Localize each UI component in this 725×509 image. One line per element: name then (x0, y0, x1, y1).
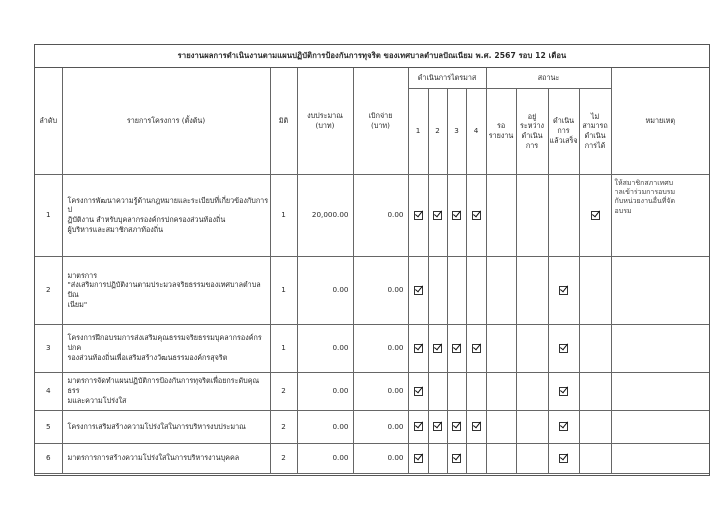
row-q1-cell (408, 372, 428, 410)
row-seq: 3 (35, 324, 62, 372)
row-seq: 2 (35, 256, 62, 324)
checkbox-checked-icon (559, 387, 568, 396)
row-status-notdone-cell (579, 372, 611, 410)
row-q3-cell (447, 410, 466, 443)
table-row (35, 372, 709, 410)
row-spent: 0.00 (353, 174, 408, 256)
header-quarters-group: ดำเนินการไตรมาส (408, 68, 486, 88)
row-status-notdone-cell (579, 256, 611, 324)
table-row (35, 410, 709, 443)
header-status-notdone-l1: ไม่ (590, 111, 600, 121)
row-status-progress-cell (516, 324, 548, 372)
row-status-done-cell (548, 324, 579, 372)
row-spent: 0.00 (353, 443, 408, 473)
row-seq: 1 (35, 174, 62, 256)
row-dimension: 2 (270, 443, 297, 473)
checkbox-checked-icon (414, 387, 423, 396)
row-status-progress-cell (516, 372, 548, 410)
header-q3: 3 (447, 88, 466, 174)
checkbox-checked-icon (414, 344, 423, 353)
row-remark (611, 256, 709, 324)
row-status-progress-cell (516, 256, 548, 324)
row-q1-cell (408, 410, 428, 443)
row-q2-cell (428, 174, 447, 256)
checkbox-checked-icon (433, 344, 442, 353)
row-budget: 0.00 (297, 410, 353, 443)
row-status-done-cell (548, 410, 579, 443)
row-dimension: 1 (270, 256, 297, 324)
header-spent (353, 68, 408, 174)
header-status-notdone-l3: ดำเนิน (584, 131, 606, 140)
header-status-notdone (579, 88, 611, 174)
row-status-wait-cell (486, 174, 516, 256)
checkbox-checked-icon (472, 211, 481, 220)
header-status-wait-l2: รายงาน (488, 131, 514, 140)
row-project-name: โครงการเสริมสร้างความโปร่งใสในการบริหารงบประมาณ (62, 410, 270, 443)
row-status-done-cell (548, 372, 579, 410)
row-seq: 4 (35, 372, 62, 410)
row-seq: 5 (35, 410, 62, 443)
report-title: รายงานผลการดำเนินงานตามแผนปฏิบัติการป้องกันการทุจริต ของเทศบาลตำบลปัณเนียม พ.ศ. 2567 รอบ 12 เดือน (35, 45, 709, 68)
row-q3-cell (447, 256, 466, 324)
row-status-done-cell (548, 174, 579, 256)
row-q1-cell (408, 443, 428, 473)
row-spent: 0.00 (353, 372, 408, 410)
row-dimension: 1 (270, 324, 297, 372)
header-status-wait-l1: รอ (496, 121, 506, 131)
row-project-name: โครงการฝึกอบรมการส่งเสริมคุณธรรมจริยธรรมบุคลากรองค์กรปกค รองส่วนท้องถิ่นเพื่อเสริมสร้างวัฒนธรรมองค์กรสุจริต (62, 324, 270, 372)
row-project-name: โครงการพัฒนาความรู้ด้านกฎหมายและระเบียบที่เกี่ยวข้องกับการป ฏิบัติงาน สำหรับบุคลากรองค์กรปกครองส่วนท้องถิ่น ผู้บริหารและสมาชิกสภาท้องถิ่น (62, 174, 270, 256)
checkbox-checked-icon (472, 422, 481, 431)
report-sheet (34, 44, 710, 476)
header-status-done-l1: ดำเนิน (553, 116, 575, 126)
row-q4-cell (466, 410, 486, 443)
row-q4-cell (466, 256, 486, 324)
table-row (35, 256, 709, 324)
row-dimension: 2 (270, 410, 297, 443)
header-spent-line1: เบิกจ่าย (368, 111, 393, 121)
row-remark (611, 443, 709, 473)
row-project-name: มาตรการจัดทำแผนปฏิบัติการป้องกันการทุจริตเพื่อยกระดับคุณธรร มและความโปร่งใส (62, 372, 270, 410)
checkbox-checked-icon (452, 454, 461, 463)
row-dimension: 2 (270, 372, 297, 410)
header-budget (297, 68, 353, 174)
checkbox-checked-icon (433, 211, 442, 220)
row-q3-cell (447, 324, 466, 372)
row-q4-cell (466, 324, 486, 372)
row-status-wait-cell (486, 372, 516, 410)
table-row (35, 443, 709, 473)
row-dimension: 1 (270, 174, 297, 256)
header-status-done-l2: การ (557, 126, 570, 136)
header-status-progress (516, 88, 548, 174)
checkbox-checked-icon (452, 211, 461, 220)
row-project-name: มาตรการ "ส่งเสริมการปฏิบัติงานตามประมวลจริยธรรมของเทศบาลตำบลปัณ เนียม" (62, 256, 270, 324)
table-row (35, 324, 709, 372)
row-q1-cell (408, 256, 428, 324)
row-q2-cell (428, 410, 447, 443)
checkbox-checked-icon (559, 286, 568, 295)
row-q2-cell (428, 256, 447, 324)
row-status-notdone-cell (579, 410, 611, 443)
row-spent: 0.00 (353, 324, 408, 372)
checkbox-checked-icon (591, 211, 600, 220)
row-q1-cell (408, 174, 428, 256)
row-spent: 0.00 (353, 410, 408, 443)
row-q4-cell (466, 174, 486, 256)
checkbox-checked-icon (452, 344, 461, 353)
row-status-progress-cell (516, 410, 548, 443)
checkbox-checked-icon (452, 422, 461, 431)
row-budget: 0.00 (297, 372, 353, 410)
row-q1-cell (408, 324, 428, 372)
header-status-group: สถานะ (486, 68, 611, 88)
row-project-name: มาตรการการสร้างความโปร่งใสในการบริหารงานบุคคล (62, 443, 270, 473)
header-status-notdone-l2: สามารถ (582, 121, 608, 131)
row-status-wait-cell (486, 410, 516, 443)
row-budget: 0.00 (297, 324, 353, 372)
header-q4: 4 (466, 88, 486, 174)
row-status-done-cell (548, 443, 579, 473)
header-spent-line2: (บาท) (371, 120, 390, 130)
row-remark (611, 372, 709, 410)
row-q2-cell (428, 443, 447, 473)
row-status-done-cell (548, 256, 579, 324)
header-project: รายการโครงการ (ตั้งต้น) (62, 68, 270, 174)
row-status-wait-cell (486, 324, 516, 372)
header-q2: 2 (428, 88, 447, 174)
row-q3-cell (447, 372, 466, 410)
row-remark (611, 410, 709, 443)
row-status-notdone-cell (579, 324, 611, 372)
checkbox-checked-icon (414, 211, 423, 220)
header-status-wait (486, 88, 516, 174)
header-status-notdone-l4: การได้ (584, 140, 606, 150)
header-status-progress-l3: ดำเนิน (521, 131, 543, 140)
header-q1: 1 (408, 88, 428, 174)
checkbox-checked-icon (559, 344, 568, 353)
row-status-notdone-cell (579, 443, 611, 473)
table-row (35, 174, 709, 256)
row-q2-cell (428, 372, 447, 410)
report-table (35, 68, 709, 474)
row-status-progress-cell (516, 443, 548, 473)
header-status-done (548, 88, 579, 174)
header-status-progress-l2: ระหว่าง (520, 121, 545, 131)
row-remark (611, 324, 709, 372)
row-q3-cell (447, 174, 466, 256)
header-row-top (35, 68, 709, 88)
checkbox-checked-icon (414, 454, 423, 463)
row-remark: ให้สมาชิกสภาเทศบ าลเข้าร่วมการอบรม กับหน่วยงานอื่นที่จัด อบรม (611, 174, 709, 256)
row-seq: 6 (35, 443, 62, 473)
row-spent: 0.00 (353, 256, 408, 324)
header-remarks: หมายเหตุ (611, 68, 709, 174)
row-budget: 0.00 (297, 443, 353, 473)
row-q2-cell (428, 324, 447, 372)
row-status-wait-cell (486, 443, 516, 473)
header-status-progress-l4: การ (525, 140, 539, 150)
row-budget: 0.00 (297, 256, 353, 324)
row-status-progress-cell (516, 174, 548, 256)
header-dimension: มิติ (270, 68, 297, 174)
row-q4-cell (466, 372, 486, 410)
checkbox-checked-icon (559, 454, 568, 463)
row-q4-cell (466, 443, 486, 473)
header-status-progress-l1: อยู่ (527, 111, 537, 121)
header-budget-line2: (บาท) (315, 120, 335, 130)
row-status-wait-cell (486, 256, 516, 324)
row-q3-cell (447, 443, 466, 473)
checkbox-checked-icon (433, 422, 442, 431)
row-status-notdone-cell (579, 174, 611, 256)
checkbox-checked-icon (559, 422, 568, 431)
checkbox-checked-icon (414, 286, 423, 295)
header-seq: ลำดับ (35, 68, 62, 174)
row-budget: 20,000.00 (297, 174, 353, 256)
checkbox-checked-icon (472, 344, 481, 353)
header-status-done-l3: แล้วเสร็จ (549, 135, 578, 145)
checkbox-checked-icon (414, 422, 423, 431)
header-budget-line1: งบประมาณ (307, 111, 343, 121)
